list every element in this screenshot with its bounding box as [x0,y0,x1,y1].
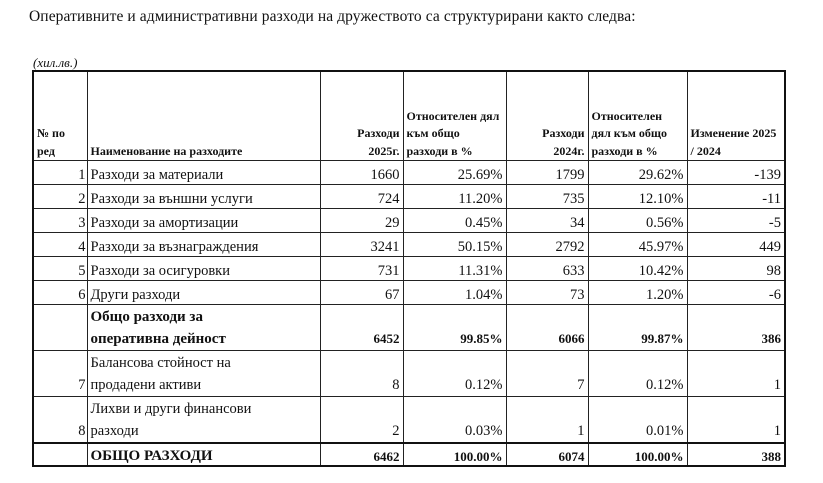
table-row [33,185,785,209]
row-share2025: 0.03% [403,397,506,444]
row-exp2025: 6452 [320,305,403,351]
row-name: Разходи за осигуровки [87,257,320,281]
row-name [87,351,320,397]
row-share2025: 1.04% [403,281,506,305]
row-exp2025: 2 [320,397,403,444]
row-share2025: 11.20% [403,185,506,209]
row-change: 98 [687,257,785,281]
row-name: Други разходи [87,281,320,305]
row-exp2025: 6462 [320,443,403,466]
row-share2024: 0.56% [588,209,687,233]
row-share2024: 99.87% [588,305,687,351]
table-row [33,161,785,185]
unit-note: (хил.лв.) [33,55,78,70]
row-share2025: 50.15% [403,233,506,257]
row-name-line1: Балансова стойност на [90,355,231,371]
row-exp2024: 735 [506,185,588,209]
row-exp2024: 6074 [506,443,588,466]
row-name-line1: Общо разходи за [90,309,203,325]
row-change: 1 [687,351,785,397]
row-share2024: 0.01% [588,397,687,444]
row-share2025: 25.69% [403,161,506,185]
row-share2025: 0.12% [403,351,506,397]
page-heading: Оперативните и административни разходи на дружеството са структурирани както следва: [29,8,636,25]
row-no: 3 [33,209,87,233]
row-share2024: 12.10% [588,185,687,209]
row-share2024: 10.42% [588,257,687,281]
row-exp2024: 7 [506,351,588,397]
row-share2025: 100.00% [403,443,506,466]
row-share2024: 45.97% [588,233,687,257]
row-name: Разходи за материали [87,161,320,185]
row-no [33,305,87,351]
row-exp2025: 29 [320,209,403,233]
row-name: ОБЩО РАЗХОДИ [87,443,320,466]
row-share2024: 29.62% [588,161,687,185]
row-exp2024: 2792 [506,233,588,257]
row-name-line2: продадени активи [90,377,202,393]
row-change: -5 [687,209,785,233]
header-change: Изменение 2025 / 2024 [687,71,785,161]
row-name [87,305,320,351]
row-name [87,397,320,444]
row-change: 388 [687,443,785,466]
row-exp2025: 1660 [320,161,403,185]
header-share2024: Относителен дял към общо разходи в % [588,71,687,161]
table-row [33,351,785,397]
row-name: Разходи за възнаграждения [87,233,320,257]
row-change: -6 [687,281,785,305]
row-exp2025: 67 [320,281,403,305]
row-no: 4 [33,233,87,257]
row-change: 1 [687,397,785,444]
table-header-row [33,71,785,161]
row-share2025: 0.45% [403,209,506,233]
row-exp2024: 1799 [506,161,588,185]
row-exp2025: 3241 [320,233,403,257]
row-exp2024: 34 [506,209,588,233]
row-exp2024: 633 [506,257,588,281]
table-row [33,209,785,233]
row-no: 8 [33,397,87,444]
subtotal-row [33,305,785,351]
table-row [33,257,785,281]
row-share2025: 99.85% [403,305,506,351]
row-share2025: 11.31% [403,257,506,281]
header-exp2024: Разходи 2024г. [506,71,588,161]
row-exp2024: 73 [506,281,588,305]
header-name: Наименование на разходите [87,71,320,161]
row-name: Разходи за амортизации [87,209,320,233]
row-share2024: 100.00% [588,443,687,466]
table-row [33,281,785,305]
row-name-line1: Лихви и други финансови [90,401,252,417]
row-exp2024: 6066 [506,305,588,351]
row-exp2025: 724 [320,185,403,209]
header-exp2025: Разходи 2025г. [320,71,403,161]
row-no [33,443,87,466]
row-name: Разходи за външни услуги [87,185,320,209]
table-row [33,397,785,444]
row-no: 5 [33,257,87,281]
row-share2024: 0.12% [588,351,687,397]
row-no: 2 [33,185,87,209]
row-no: 7 [33,351,87,397]
row-share2024: 1.20% [588,281,687,305]
row-change: 386 [687,305,785,351]
header-no: № по ред [33,71,87,161]
row-no: 1 [33,161,87,185]
table-row [33,233,785,257]
row-change: -11 [687,185,785,209]
row-exp2024: 1 [506,397,588,444]
total-row [33,443,785,466]
expenses-table [32,70,786,467]
row-name-line2: оперативна дейност [90,331,226,347]
row-exp2025: 731 [320,257,403,281]
row-name-line2: разходи [90,423,139,439]
row-exp2025: 8 [320,351,403,397]
row-no: 6 [33,281,87,305]
row-change: -139 [687,161,785,185]
header-share2025: Относителен дял към общо разходи в % [403,71,506,161]
row-change: 449 [687,233,785,257]
